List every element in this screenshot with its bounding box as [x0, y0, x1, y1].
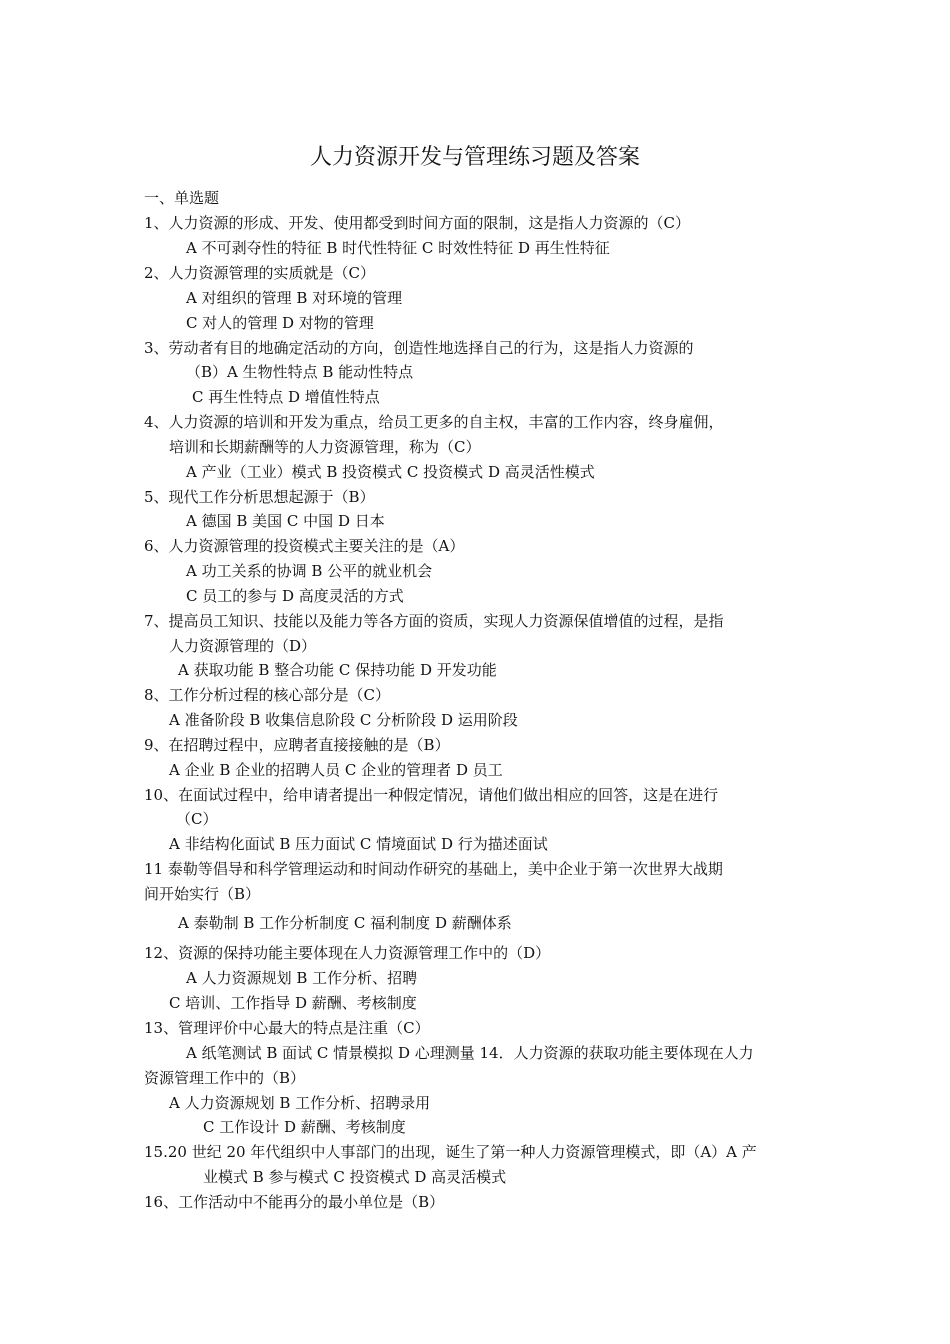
question-7-cont: 人力资源管理的（D）	[169, 637, 317, 655]
question-16: 16、工作活动中不能再分的最小单位是（B）	[144, 1193, 445, 1211]
question-12: 12、资源的保持功能主要体现在人力资源管理工作中的（D）	[144, 944, 551, 962]
question-7: 7、提高员工知识、技能以及能力等各方面的资质，实现人力资源保值增值的过程，是指	[144, 612, 724, 630]
question-10: 10、在面试过程中，给申请者提出一种假定情况，请他们做出相应的回答，这是在进行	[144, 786, 719, 804]
question-1: 1、人力资源的形成、开发、使用都受到时间方面的限制，这是指人力资源的（C）	[144, 214, 691, 232]
question-8: 8、工作分析过程的核心部分是（C）	[144, 686, 391, 704]
options-12a: A 人力资源规划 B 工作分析、招聘	[186, 969, 418, 987]
question-3: 3、劳动者有目的地确定活动的方向，创造性地选择自己的行为，这是指人力资源的	[144, 339, 694, 357]
options-7: A 获取功能 B 整合功能 C 保持功能 D 开发功能	[178, 661, 497, 679]
options-6b: C 员工的参与 D 高度灵活的方式	[186, 587, 404, 605]
question-14-cont: 资源管理工作中的（B）	[144, 1069, 306, 1087]
question-9: 9、在招聘过程中，应聘者直接接触的是（B）	[144, 736, 450, 754]
options-4: A 产业（工业）模式 B 投资模式 C 投资模式 D 高灵活性模式	[186, 463, 595, 481]
question-4-cont: 培训和长期薪酬等的人力资源管理，称为（C）	[169, 438, 481, 456]
options-13-and-question-14: A 纸笔测试 B 面试 C 情景模拟 D 心理测量 14．人力资源的获取功能主要体现在人力	[186, 1044, 754, 1062]
question-11-cont: 间开始实行（B）	[144, 885, 261, 903]
options-11: A 泰勒制 B 工作分析制度 C 福利制度 D 薪酬体系	[178, 914, 512, 932]
question-5: 5、现代工作分析思想起源于（B）	[144, 488, 375, 506]
question-2: 2、人力资源管理的实质就是（C）	[144, 264, 376, 282]
options-1: A 不可剥夺性的特征 B 时代性特征 C 时效性特征 D 再生性特征	[186, 239, 610, 257]
section-heading: 一、单选题	[144, 189, 220, 207]
options-9: A 企业 B 企业的招聘人员 C 企业的管理者 D 员工	[169, 761, 503, 779]
options-15: 业模式 B 参与模式 C 投资模式 D 高灵活模式	[203, 1168, 507, 1186]
options-14a: A 人力资源规划 B 工作分析、招聘录用	[169, 1094, 431, 1112]
options-8: A 准备阶段 B 收集信息阶段 C 分析阶段 D 运用阶段	[169, 711, 518, 729]
options-2a: A 对组织的管理 B 对环境的管理	[186, 289, 403, 307]
question-13: 13、管理评价中心最大的特点是注重（C）	[144, 1019, 430, 1037]
question-15: 15.20 世纪 20 年代组织中人事部门的出现，诞生了第一种人力资源管理模式，即（A）A 产	[144, 1143, 757, 1161]
page-title: 人力资源开发与管理练习题及答案	[309, 145, 640, 170]
question-4: 4、人力资源的培训和开发为重点，给员工更多的自主权，丰富的工作内容，终身雇佣，	[144, 413, 724, 431]
options-3b: C 再生性特点 D 增值性特点	[192, 388, 380, 406]
options-3a: （B）A 生物性特点 B 能动性特点	[186, 363, 414, 381]
options-6a: A 功工关系的协调 B 公平的就业机会	[186, 562, 433, 580]
question-11: 11 泰勒等倡导和科学管理运动和时间动作研究的基础上，美中企业于第一次世界大战期	[144, 860, 723, 878]
options-5: A 德国 B 美国 C 中国 D 日本	[186, 512, 385, 530]
options-12b: C 培训、工作指导 D 薪酬、考核制度	[169, 994, 417, 1012]
question-10-cont: （C）	[176, 810, 218, 828]
options-2b: C 对人的管理 D 对物的管理	[186, 314, 374, 332]
question-6: 6、人力资源管理的投资模式主要关注的是（A）	[144, 537, 465, 555]
options-14b: C 工作设计 D 薪酬、考核制度	[203, 1118, 406, 1136]
options-10: A 非结构化面试 B 压力面试 C 情境面试 D 行为描述面试	[169, 835, 548, 853]
